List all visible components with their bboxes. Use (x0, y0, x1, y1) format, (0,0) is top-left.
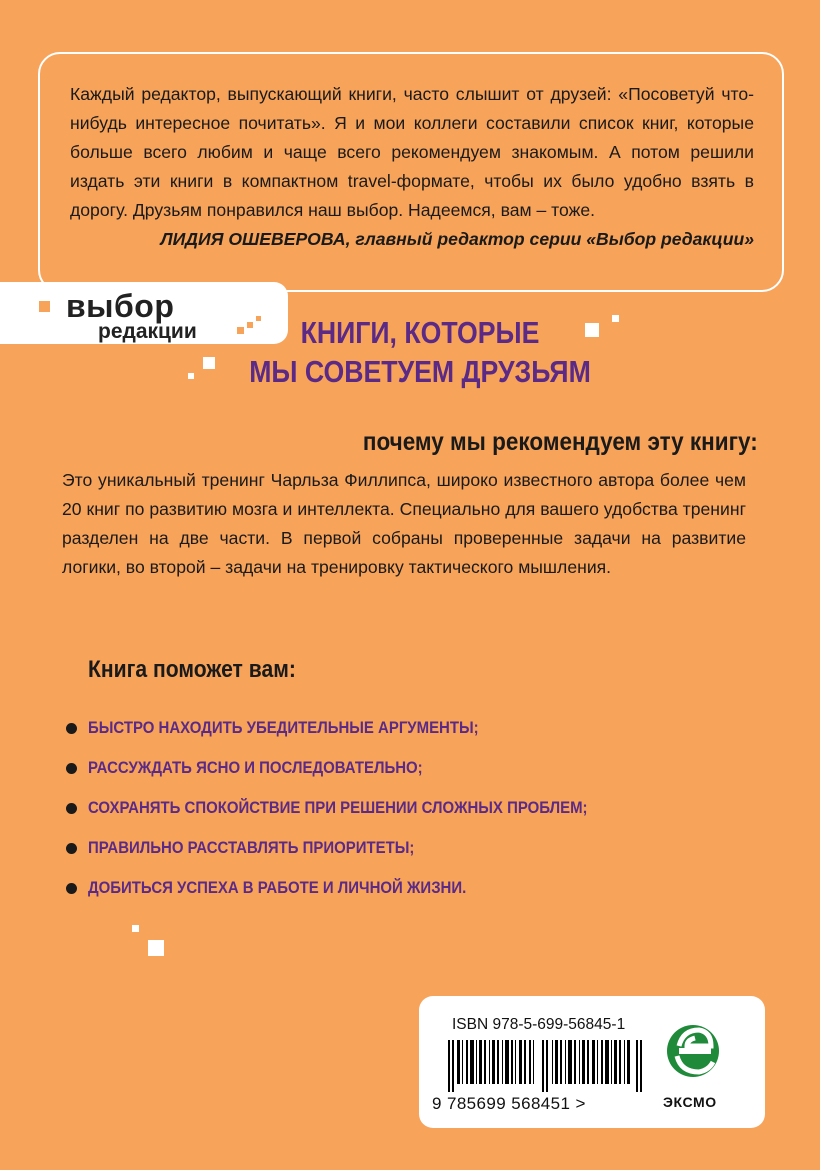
bullet-dot-icon (66, 843, 77, 854)
headline-line1: КНИГИ, КОТОРЫЕ (300, 315, 540, 350)
list-item-text: ПРАВИЛЬНО РАССТАВЛЯТЬ ПРИОРИТЕТЫ; (88, 838, 415, 857)
list-item (66, 708, 766, 748)
editor-quote-box (38, 52, 784, 292)
why-text: Это уникальный тренинг Чарльза Филлипса, широко известного автора более чем 20 книг по развитию мозга и интеллекта. Специально для вашего удобства тренинг разделен на две части. В первой собраны проверенные задачи на развитие логики, во второй – задачи на тренировку тактического мышления. (62, 470, 746, 577)
helps-list (66, 708, 766, 908)
bullet-dot-icon (66, 803, 77, 814)
publisher-name: ЭКСМО (663, 1094, 717, 1110)
decorative-square-icon (203, 357, 215, 369)
why-heading: почему мы рекомендуем эту книгу: (363, 428, 758, 456)
helps-heading: Книга поможет вам: (88, 656, 296, 683)
list-item (66, 868, 766, 908)
list-item-text: СОХРАНЯТЬ СПОКОЙСТВИЕ ПРИ РЕШЕНИИ СЛОЖНЫХ ПРОБЛЕМ; (88, 798, 588, 817)
barcode-icon (448, 1040, 644, 1092)
list-item (66, 788, 766, 828)
list-item (66, 748, 766, 788)
barcode-digits: 9 785699 568451 > (432, 1094, 586, 1113)
editor-quote-text: Каждый редактор, выпускающий книги, часто слышит от друзей: «Посоветуй что-нибудь интересное почитать». Я и мои коллеги составили список книг, которые больше всего любим и чаще всего рекомендуем знакомым. А потом решили издать эти книги в компактном travel-формате, чтобы их было удобно взять в дорогу. Друзьям понравился наш выбор. Надеемся, вам – тоже. (70, 84, 754, 220)
series-logo-word1: выбор (66, 288, 175, 324)
editor-quote-author: ЛИДИЯ ОШЕВЕРОВА, главный редактор серии «Выбор редакции» (160, 229, 754, 249)
bullet-dot-icon (66, 763, 77, 774)
eksmo-logo-icon (665, 1016, 721, 1086)
list-item-text: ДОБИТЬСЯ УСПЕХА В РАБОТЕ И ЛИЧНОЙ ЖИЗНИ. (88, 878, 467, 897)
decorative-square-icon (188, 373, 194, 379)
decorative-square-icon (148, 940, 164, 956)
isbn-text: ISBN 978-5-699-56845-1 (452, 1016, 626, 1033)
bullet-dot-icon (66, 723, 77, 734)
series-logo-square-icon (39, 301, 50, 312)
bullet-dot-icon (66, 883, 77, 894)
list-item-text: РАССУЖДАТЬ ЯСНО И ПОСЛЕДОВАТЕЛЬНО; (88, 758, 423, 777)
headline-line2: МЫ СОВЕТУЕМ ДРУЗЬЯМ (249, 354, 591, 389)
series-logo-word2: редакции (98, 320, 197, 343)
list-item-text: БЫСТРО НАХОДИТЬ УБЕДИТЕЛЬНЫЕ АРГУМЕНТЫ; (88, 718, 479, 737)
list-item (66, 828, 766, 868)
decorative-square-icon (132, 925, 139, 932)
